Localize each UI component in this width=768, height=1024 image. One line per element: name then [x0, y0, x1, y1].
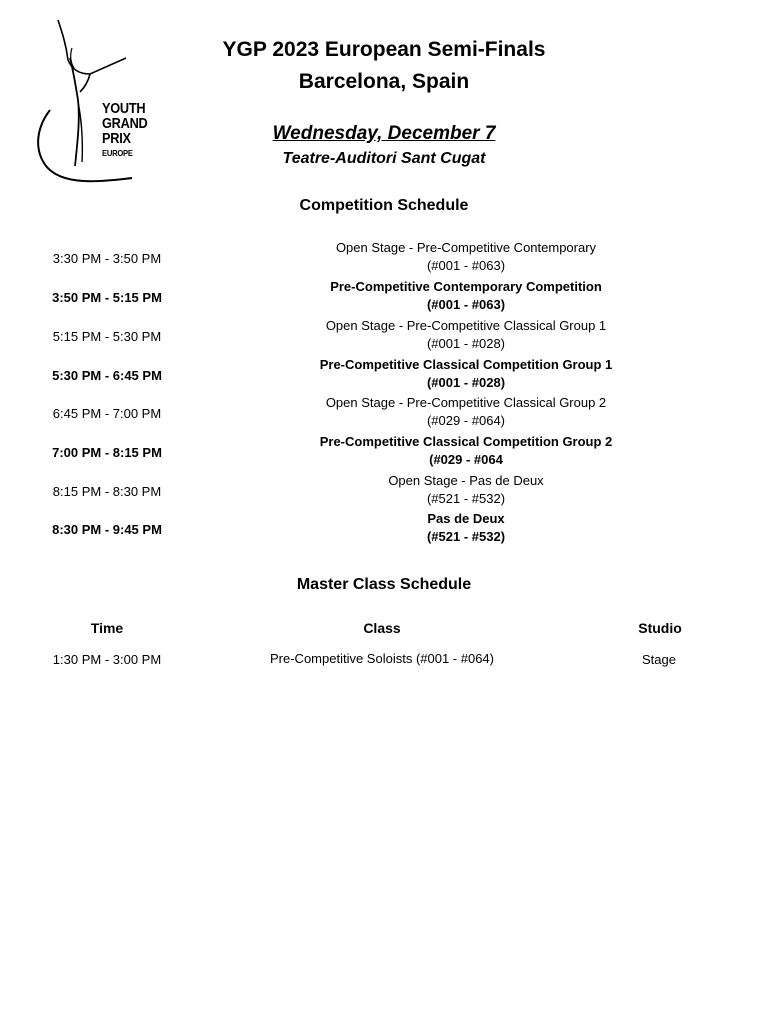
schedule-event: [427, 510, 505, 546]
event-range: (#001 - #063): [426, 297, 506, 312]
schedule-event: [336, 239, 596, 275]
event-range: (#029 - #064): [426, 413, 506, 428]
logo-line-prix: PRIX: [102, 131, 131, 147]
logo-line-europe: EUROPE: [102, 148, 133, 158]
event-title: Pre-Competitive Contemporary Competition: [330, 279, 602, 294]
schedule-time: 3:50 PM - 5:15 PM: [52, 290, 162, 305]
event-range: (#001 - #028): [426, 336, 506, 351]
event-title: Pre-Competitive Classical Competition Group 1: [319, 357, 613, 372]
schedule-event: [326, 317, 606, 353]
schedule-time: 3:30 PM - 3:50 PM: [52, 251, 162, 266]
event-range: (#001 - #028): [426, 375, 506, 390]
event-title: Open Stage - Pre-Competitive Classical Group 2: [325, 395, 607, 410]
schedule-event: [388, 472, 543, 508]
event-title: Pre-Competitive Classical Competition Group 2: [319, 434, 613, 449]
logo-line-youth: YOUTH: [102, 101, 146, 117]
ygp-europe-logo: [28, 18, 158, 183]
column-header-studio: Studio: [638, 620, 682, 636]
master-class-studio: Stage: [642, 652, 676, 667]
master-class-name: Pre-Competitive Soloists (#001 - #064): [270, 651, 494, 666]
schedule-time: 7:00 PM - 8:15 PM: [52, 445, 162, 460]
column-header-time: Time: [90, 620, 124, 636]
competition-schedule-heading: Competition Schedule: [299, 197, 469, 214]
column-header-class: Class: [363, 620, 401, 636]
event-range: (#521 - #532): [426, 529, 506, 544]
event-title: Open Stage - Pre-Competitive Contemporary: [335, 240, 597, 255]
event-range: (#521 - #532): [426, 491, 506, 506]
document-subtitle: Barcelona, Spain: [298, 70, 470, 93]
event-title: Open Stage - Pas de Deux: [388, 473, 544, 488]
event-range: (#029 - #064: [429, 452, 503, 467]
event-title: Open Stage - Pre-Competitive Classical Group 1: [325, 318, 607, 333]
logo-line-grand: GRAND: [102, 116, 148, 132]
schedule-time: 5:15 PM - 5:30 PM: [52, 329, 162, 344]
schedule-event: [320, 433, 613, 469]
schedule-time: 8:15 PM - 8:30 PM: [52, 484, 162, 499]
schedule-event: [320, 356, 613, 392]
event-venue: Teatre-Auditori Sant Cugat: [282, 150, 486, 167]
schedule-event: [330, 278, 602, 314]
event-title: Pas de Deux: [427, 511, 505, 526]
schedule-time: 6:45 PM - 7:00 PM: [52, 406, 162, 421]
document-title: YGP 2023 European Semi-Finals: [222, 38, 546, 61]
schedule-event: [326, 394, 606, 430]
event-date: Wednesday, December 7: [272, 123, 496, 144]
master-class-heading: Master Class Schedule: [296, 576, 472, 593]
schedule-time: 8:30 PM - 9:45 PM: [52, 522, 162, 537]
logo-wordmark: [102, 102, 154, 159]
master-class-time: 1:30 PM - 3:00 PM: [52, 652, 162, 667]
event-range: (#001 - #063): [426, 258, 506, 273]
schedule-time: 5:30 PM - 6:45 PM: [52, 368, 162, 383]
